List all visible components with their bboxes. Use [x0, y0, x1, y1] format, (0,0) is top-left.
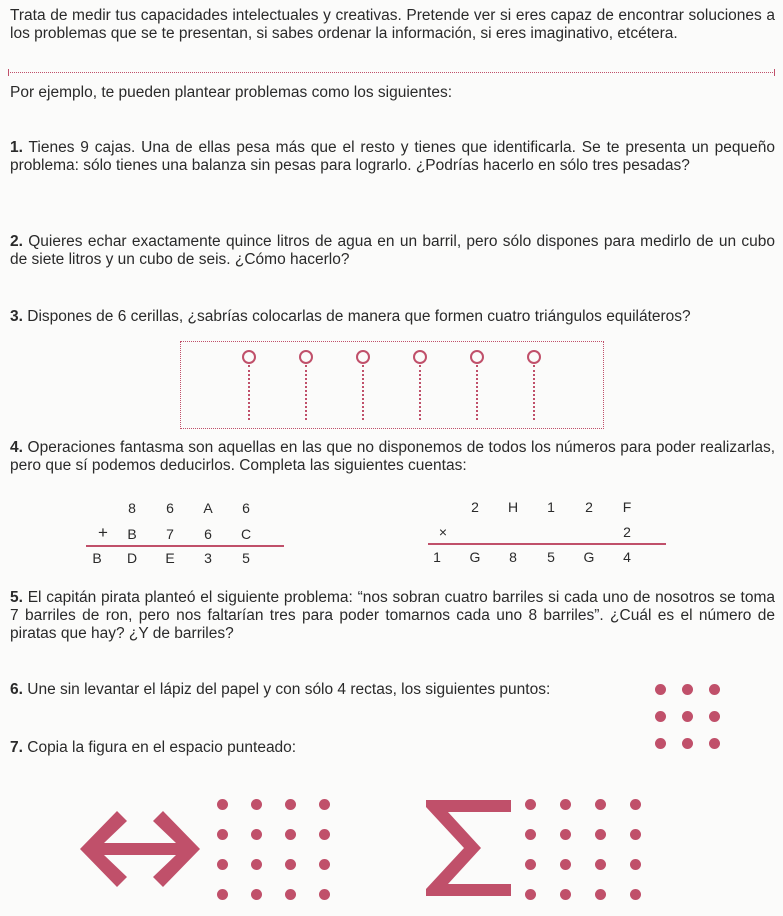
grid-dot [251, 799, 262, 810]
mul-result-d2: G [469, 549, 481, 565]
add-result-d1: B [92, 550, 102, 566]
sigma-figure [426, 800, 514, 896]
grid-dot [630, 889, 641, 900]
match-1 [242, 350, 256, 420]
grid-dot [217, 799, 228, 810]
grid-dot [709, 684, 720, 695]
grid-dot [285, 889, 296, 900]
grid-dot [682, 738, 693, 749]
grid-dot [560, 829, 571, 840]
problem-3 [10, 308, 775, 326]
grid-dot [595, 829, 606, 840]
add-row1-d3: A [203, 500, 213, 516]
grid-dot [217, 889, 228, 900]
mul-row1-d1: 2 [471, 499, 479, 515]
double-arrow-figure [80, 800, 200, 900]
problem-7-text: Copia la figura en el espacio punteado: [27, 739, 297, 756]
mul-result-d4: 5 [547, 549, 555, 565]
grid-dot [285, 799, 296, 810]
mul-result-d5: G [583, 549, 595, 565]
problem-6-number: 6. [10, 681, 23, 698]
grid-dot [630, 799, 641, 810]
add-row1-d1: 8 [128, 500, 136, 516]
problem-4-number: 4. [10, 439, 23, 456]
grid-dot [630, 859, 641, 870]
grid-dot [319, 859, 330, 870]
grid-dot [709, 738, 720, 749]
mul-result-d6: 4 [623, 549, 631, 565]
grid-dot [285, 829, 296, 840]
grid-dot [217, 859, 228, 870]
problem-2-number: 2. [10, 233, 23, 250]
mul-multiplier: 2 [623, 524, 631, 540]
mul-result-d1: 1 [433, 549, 441, 565]
addition-line [86, 545, 284, 547]
grid-dot [595, 799, 606, 810]
problem-6-text: Une sin levantar el lápiz del papel y con sólo 4 rectas, los siguientes puntos: [27, 681, 551, 698]
grid-dot [560, 889, 571, 900]
grid-dot [682, 684, 693, 695]
grid-dot [655, 738, 666, 749]
match-2 [299, 350, 313, 420]
problem-7 [10, 739, 623, 757]
problem-3-text: Dispones de 6 cerillas, ¿sabrías colocarlas de manera que formen cuatro triángulos equiláteros? [27, 308, 691, 325]
grid-dot [319, 799, 330, 810]
grid-dot [251, 889, 262, 900]
grid-dot [285, 859, 296, 870]
match-3 [356, 350, 370, 420]
intro-paragraph: Trata de medir tus capacidades intelectuales y creativas. Pretende ver si eres capaz de encontrar soluciones a los problemas que se te presentan, si sabes ordenar la información, si eres imaginativo, etcétera. [10, 7, 775, 42]
grid-dot [217, 829, 228, 840]
mul-row1-d2: H [507, 499, 519, 515]
grid-dot [251, 859, 262, 870]
problem-2-text: Quieres echar exactamente quince litros de agua en un barril, pero sólo dispones para medirlo de un cubo de siete litros y un cubo de seis. ¿Cómo hacerlo? [10, 233, 775, 268]
mul-operator: × [438, 524, 448, 540]
problem-5-number: 5. [10, 589, 23, 606]
grid-dot [319, 829, 330, 840]
grid-dot [630, 829, 641, 840]
add-result-d3: E [165, 550, 175, 566]
grid-dot [560, 799, 571, 810]
grid-dot [251, 829, 262, 840]
grid-dot [560, 859, 571, 870]
problem-3-number: 3. [10, 308, 23, 325]
grid-dot [525, 889, 536, 900]
add-row1-d2: 6 [166, 500, 174, 516]
add-row2-d1: B [127, 526, 137, 542]
mul-row1-d5: F [622, 499, 632, 515]
dotted-divider [8, 72, 775, 73]
add-row1-d4: 6 [242, 500, 250, 516]
problem-5 [10, 589, 775, 643]
match-4 [413, 350, 427, 420]
problem-5-text: El capitán pirata planteó el siguiente problema: “nos sobran cuatro barriles si cada uno de nosotros se toma 7 barriles de ron, pero nos faltarían tres para poder tomarnos cada uno 8 barriles”. ¿Cuál es el número de piratas que hay? ¿Y de barriles? [10, 589, 775, 642]
problem-2 [10, 233, 775, 269]
multiplication-line [428, 543, 666, 545]
add-result-d4: 3 [204, 550, 212, 566]
problem-1 [10, 139, 775, 175]
example-intro: Por ejemplo, te pueden plantear problemas como los siguientes: [10, 84, 453, 101]
grid-dot [595, 889, 606, 900]
problem-7-number: 7. [10, 739, 23, 756]
add-row2-d2: 7 [166, 526, 174, 542]
grid-dot [682, 711, 693, 722]
problem-4-text: Operaciones fantasma son aquellas en las que no disponemos de todos los números para poder realizarlas, pero que sí podemos deducirlos. Completa las siguientes cuentas: [10, 439, 775, 474]
problem-1-text: Tienes 9 cajas. Una de ellas pesa más que el resto y tienes que identificarla. Se te presenta un pequeño problema: sólo tienes una balanza sin pesas para lograrlo. ¿Podrías hacerlo en sólo tres pesadas? [10, 139, 775, 174]
grid-dot [655, 711, 666, 722]
add-result-d2: D [126, 550, 138, 566]
grid-dot [525, 799, 536, 810]
add-row2-d4: C [240, 526, 252, 542]
mul-row1-d3: 1 [547, 499, 555, 515]
mul-row1-d4: 2 [585, 499, 593, 515]
problem-1-number: 1. [10, 139, 23, 156]
add-operator: + [98, 523, 108, 542]
problem-6 [10, 681, 623, 699]
grid-dot [655, 684, 666, 695]
grid-dot [319, 889, 330, 900]
match-5 [470, 350, 484, 420]
problem-4 [10, 439, 775, 475]
mul-result-d3: 8 [509, 549, 517, 565]
add-row2-d3: 6 [204, 526, 212, 542]
add-result-d5: 5 [242, 550, 250, 566]
matches-box [180, 341, 604, 429]
grid-dot [525, 859, 536, 870]
grid-dot [709, 711, 720, 722]
grid-dot [525, 829, 536, 840]
match-6 [527, 350, 541, 420]
grid-dot [595, 859, 606, 870]
